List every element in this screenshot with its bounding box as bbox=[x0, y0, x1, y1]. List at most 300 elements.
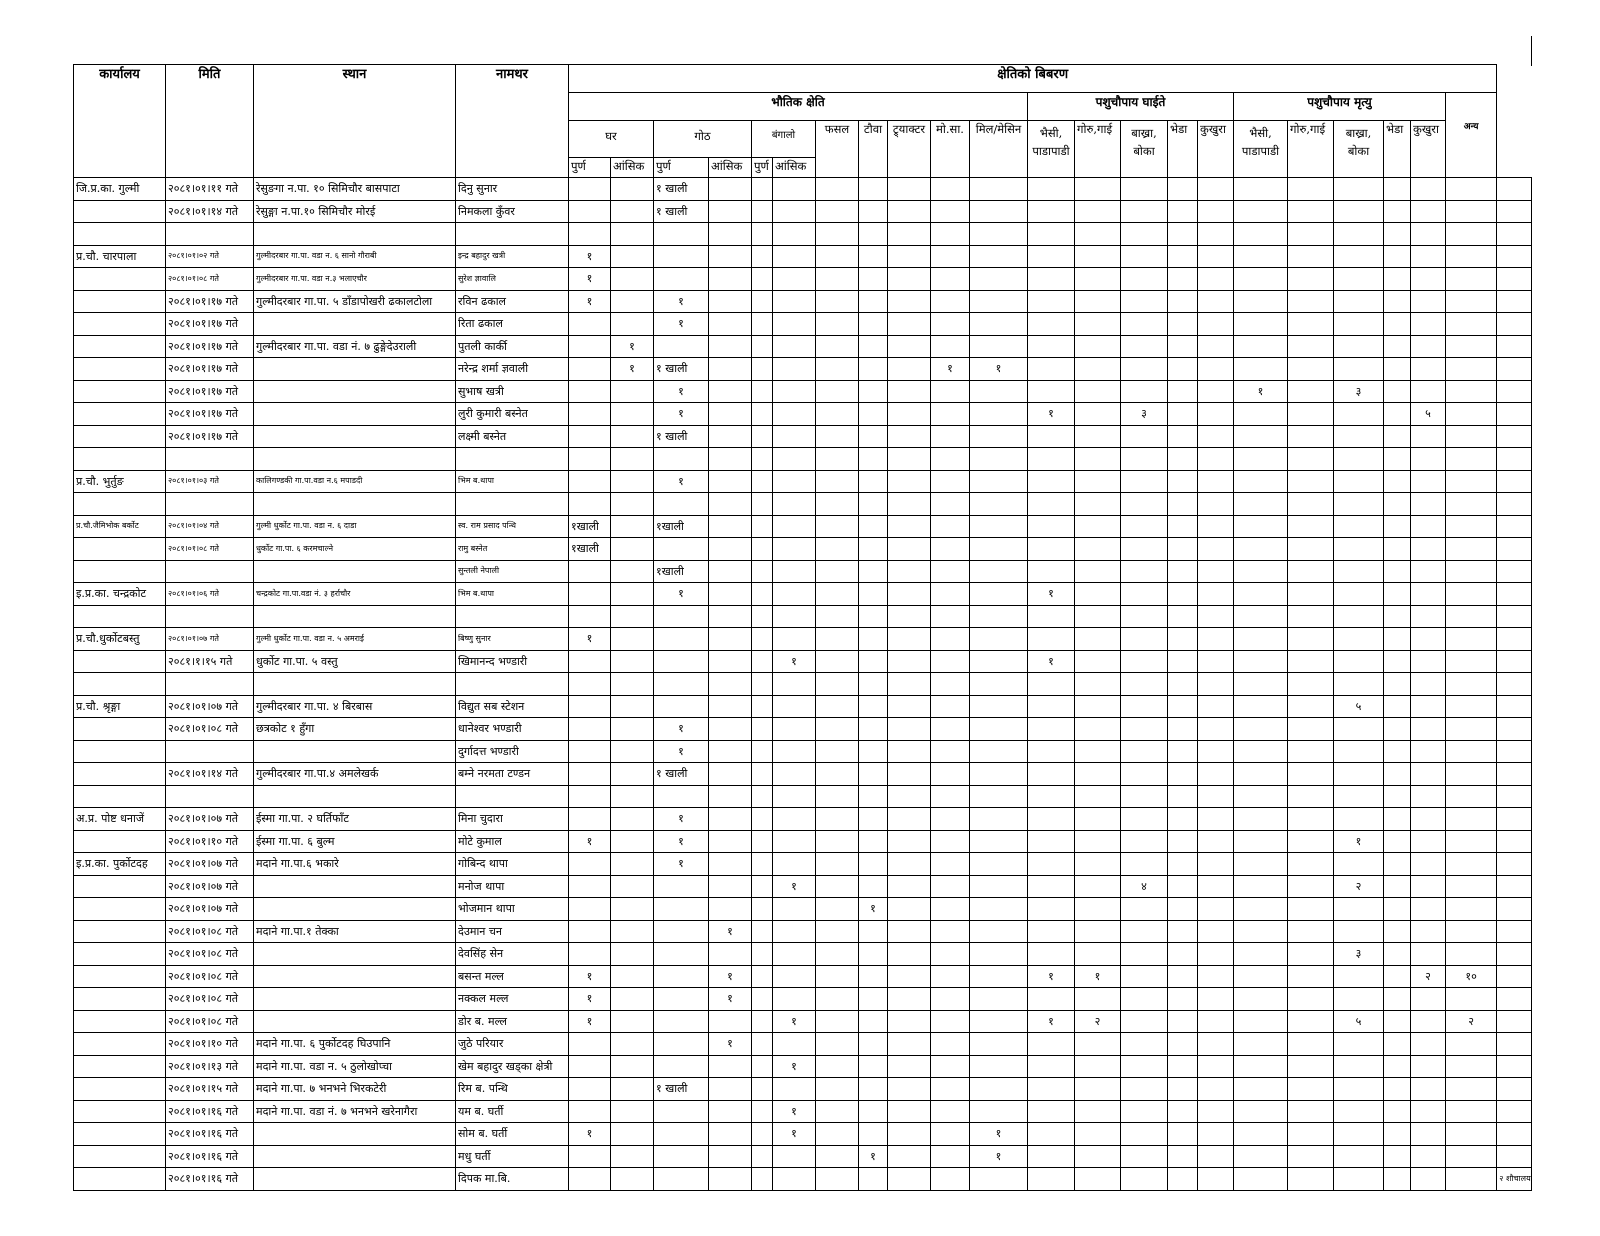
empty-cell bbox=[1411, 223, 1446, 246]
empty-cell bbox=[931, 493, 970, 516]
empty-cell bbox=[1384, 605, 1411, 628]
count-cell bbox=[1198, 1033, 1234, 1056]
count-cell bbox=[859, 1033, 888, 1056]
count-cell bbox=[1121, 763, 1168, 786]
empty-cell bbox=[970, 605, 1028, 628]
count-cell bbox=[1121, 965, 1168, 988]
count-cell bbox=[709, 290, 752, 313]
place-cell: ईस्मा गा.पा. ६ बुल्म bbox=[254, 830, 456, 853]
place-cell: कालिगण्डकी गा.पा.वडा न.६ मपाडदी bbox=[254, 470, 456, 493]
count-cell bbox=[1334, 560, 1384, 583]
count-cell bbox=[709, 200, 752, 223]
count-cell bbox=[1288, 898, 1334, 921]
count-cell bbox=[1028, 1055, 1075, 1078]
empty-cell bbox=[931, 605, 970, 628]
count-cell bbox=[1198, 718, 1234, 741]
count-cell bbox=[1028, 425, 1075, 448]
empty-cell bbox=[931, 223, 970, 246]
count-cell bbox=[1168, 425, 1198, 448]
count-cell bbox=[888, 290, 931, 313]
count-cell bbox=[1288, 200, 1334, 223]
count-cell bbox=[816, 988, 859, 1011]
count-cell bbox=[1234, 313, 1288, 336]
count-cell bbox=[611, 875, 654, 898]
count-cell: १ bbox=[611, 335, 654, 358]
count-cell bbox=[1234, 538, 1288, 561]
other-cell bbox=[1497, 583, 1532, 606]
count-cell bbox=[1198, 1078, 1234, 1101]
count-cell bbox=[1288, 245, 1334, 268]
date-cell: २०८१।०१।०८ गते bbox=[166, 268, 254, 291]
empty-cell bbox=[1334, 605, 1384, 628]
empty-cell bbox=[970, 785, 1028, 808]
table-row bbox=[74, 560, 1532, 583]
date-cell: २०८१।०१।११ गते bbox=[166, 178, 254, 201]
header-death-sheep: भेडा bbox=[1384, 121, 1411, 178]
empty-cell bbox=[752, 673, 773, 696]
count-cell bbox=[931, 313, 970, 336]
empty-cell bbox=[611, 605, 654, 628]
count-cell: ३ bbox=[1334, 943, 1384, 966]
count-cell: २ bbox=[1075, 1010, 1121, 1033]
count-cell bbox=[773, 898, 816, 921]
count-cell bbox=[752, 853, 773, 876]
count-cell: १ bbox=[1028, 403, 1075, 426]
count-cell bbox=[654, 1100, 709, 1123]
count-cell bbox=[1168, 1123, 1198, 1146]
count-cell bbox=[611, 763, 654, 786]
count-cell bbox=[1384, 965, 1411, 988]
count-cell bbox=[1075, 1078, 1121, 1101]
count-cell bbox=[611, 313, 654, 336]
count-cell bbox=[1028, 313, 1075, 336]
count-cell bbox=[1334, 898, 1384, 921]
count-cell bbox=[1411, 1078, 1446, 1101]
count-cell bbox=[1028, 358, 1075, 381]
count-cell: १ bbox=[1028, 965, 1075, 988]
count-cell bbox=[888, 1010, 931, 1033]
count-cell bbox=[1028, 988, 1075, 1011]
other-cell bbox=[1497, 943, 1532, 966]
date-cell: २०८१।०१।०७ गते bbox=[166, 875, 254, 898]
count-cell bbox=[888, 853, 931, 876]
count-cell bbox=[611, 988, 654, 1011]
empty-cell bbox=[1384, 493, 1411, 516]
count-cell bbox=[709, 1145, 752, 1168]
count-cell bbox=[859, 313, 888, 336]
count-cell bbox=[1075, 1123, 1121, 1146]
name-cell: इन्द्र बहादुर खत्री bbox=[456, 245, 569, 268]
place-cell: गुल्मीदरबार गा.पा. वडा नं. ७ ढुङ्गेदेउराली bbox=[254, 335, 456, 358]
office-cell: प्र.चौ.जैमिभोक बर्कोट bbox=[74, 515, 166, 538]
count-cell bbox=[1411, 1123, 1446, 1146]
count-cell bbox=[859, 695, 888, 718]
count-cell: १ bbox=[654, 583, 709, 606]
count-cell bbox=[1334, 1033, 1384, 1056]
header-shed-partial: आंसिक bbox=[709, 158, 752, 178]
count-cell bbox=[1234, 1168, 1288, 1191]
count-cell bbox=[1446, 1123, 1497, 1146]
count-cell bbox=[773, 1145, 816, 1168]
count-cell bbox=[859, 335, 888, 358]
count-cell bbox=[1288, 628, 1334, 651]
count-cell bbox=[1234, 1055, 1288, 1078]
table-row bbox=[74, 200, 1532, 223]
count-cell bbox=[1334, 740, 1384, 763]
count-cell bbox=[1075, 920, 1121, 943]
count-cell bbox=[1334, 425, 1384, 448]
empty-cell bbox=[1497, 673, 1532, 696]
count-cell bbox=[816, 358, 859, 381]
date-cell: २०८१।०१।१७ गते bbox=[166, 403, 254, 426]
office-cell bbox=[74, 1168, 166, 1191]
count-cell bbox=[888, 875, 931, 898]
count-cell bbox=[859, 268, 888, 291]
count-cell bbox=[1121, 583, 1168, 606]
count-cell bbox=[931, 1123, 970, 1146]
table-row bbox=[74, 425, 1532, 448]
office-cell bbox=[74, 1010, 166, 1033]
count-cell bbox=[1234, 358, 1288, 381]
empty-cell bbox=[611, 493, 654, 516]
count-cell: १ bbox=[970, 358, 1028, 381]
count-cell bbox=[970, 988, 1028, 1011]
count-cell bbox=[888, 1033, 931, 1056]
count-cell bbox=[1446, 1168, 1497, 1191]
date-cell: २०८१।०१।०८ गते bbox=[166, 920, 254, 943]
empty-cell bbox=[816, 493, 859, 516]
count-cell bbox=[1288, 965, 1334, 988]
count-cell bbox=[1168, 358, 1198, 381]
count-cell bbox=[611, 695, 654, 718]
count-cell: १ bbox=[569, 290, 611, 313]
other-cell bbox=[1497, 290, 1532, 313]
count-cell: १ bbox=[970, 1145, 1028, 1168]
count-cell bbox=[1234, 830, 1288, 853]
count-cell bbox=[1411, 1145, 1446, 1168]
count-cell bbox=[709, 245, 752, 268]
count-cell bbox=[1168, 1055, 1198, 1078]
date-cell: २०८१।०१।०७ गते bbox=[166, 628, 254, 651]
empty-cell bbox=[1411, 493, 1446, 516]
count-cell bbox=[1288, 358, 1334, 381]
count-cell bbox=[1446, 403, 1497, 426]
count-cell bbox=[1168, 650, 1198, 673]
count-cell bbox=[970, 943, 1028, 966]
count-cell bbox=[654, 335, 709, 358]
empty-cell bbox=[773, 673, 816, 696]
count-cell bbox=[752, 403, 773, 426]
table-row bbox=[74, 988, 1532, 1011]
count-cell bbox=[1121, 988, 1168, 1011]
empty-cell bbox=[1028, 448, 1075, 471]
count-cell bbox=[1075, 245, 1121, 268]
count-cell bbox=[1411, 515, 1446, 538]
count-cell bbox=[611, 1010, 654, 1033]
empty-cell bbox=[1028, 605, 1075, 628]
empty-cell bbox=[569, 448, 611, 471]
count-cell bbox=[1446, 695, 1497, 718]
count-cell bbox=[569, 200, 611, 223]
count-cell bbox=[1411, 178, 1446, 201]
count-cell bbox=[752, 335, 773, 358]
office-cell bbox=[74, 358, 166, 381]
count-cell bbox=[1288, 470, 1334, 493]
count-cell bbox=[1028, 178, 1075, 201]
other-cell bbox=[1497, 380, 1532, 403]
table-row bbox=[74, 898, 1532, 921]
count-cell bbox=[709, 740, 752, 763]
place-cell bbox=[254, 313, 456, 336]
other-cell bbox=[1497, 853, 1532, 876]
count-cell bbox=[970, 898, 1028, 921]
count-cell bbox=[709, 875, 752, 898]
count-cell bbox=[773, 245, 816, 268]
other-cell bbox=[1497, 965, 1532, 988]
place-cell: धुर्कोट गा.पा. ५ वस्तु bbox=[254, 650, 456, 673]
count-cell bbox=[1198, 695, 1234, 718]
empty-cell bbox=[1446, 673, 1497, 696]
count-cell bbox=[1334, 583, 1384, 606]
count-cell bbox=[1411, 1033, 1446, 1056]
place-cell bbox=[254, 965, 456, 988]
table-row bbox=[74, 1010, 1532, 1033]
count-cell bbox=[1288, 988, 1334, 1011]
count-cell bbox=[1028, 538, 1075, 561]
count-cell: १ bbox=[654, 403, 709, 426]
empty-cell bbox=[1497, 785, 1532, 808]
count-cell bbox=[1384, 583, 1411, 606]
count-cell bbox=[1121, 200, 1168, 223]
count-cell bbox=[569, 650, 611, 673]
count-cell bbox=[1288, 560, 1334, 583]
count-cell bbox=[1198, 245, 1234, 268]
place-cell bbox=[254, 875, 456, 898]
count-cell bbox=[888, 583, 931, 606]
count-cell: १ bbox=[709, 1033, 752, 1056]
count-cell bbox=[1334, 628, 1384, 651]
count-cell bbox=[816, 583, 859, 606]
count-cell bbox=[611, 470, 654, 493]
count-cell bbox=[611, 650, 654, 673]
empty-cell bbox=[611, 448, 654, 471]
date-cell: २०८१।०१।०८ गते bbox=[166, 988, 254, 1011]
name-cell: दुर्गादत्त भण्डारी bbox=[456, 740, 569, 763]
place-cell: मदाने गा.पा.१ तेक्का bbox=[254, 920, 456, 943]
count-cell bbox=[569, 740, 611, 763]
count-cell bbox=[611, 898, 654, 921]
count-cell bbox=[709, 268, 752, 291]
empty-cell bbox=[1075, 223, 1121, 246]
count-cell bbox=[1384, 358, 1411, 381]
count-cell bbox=[1075, 538, 1121, 561]
other-cell bbox=[1497, 988, 1532, 1011]
count-cell bbox=[859, 943, 888, 966]
empty-cell bbox=[1497, 448, 1532, 471]
count-cell bbox=[709, 853, 752, 876]
empty-cell bbox=[1497, 223, 1532, 246]
count-cell bbox=[1168, 1145, 1198, 1168]
count-cell bbox=[1198, 178, 1234, 201]
count-cell bbox=[1334, 1055, 1384, 1078]
count-cell bbox=[1411, 583, 1446, 606]
count-cell bbox=[1288, 1145, 1334, 1168]
count-cell bbox=[859, 763, 888, 786]
date-cell: २०८१।०१।१७ गते bbox=[166, 290, 254, 313]
empty-cell bbox=[654, 673, 709, 696]
count-cell bbox=[931, 830, 970, 853]
count-cell bbox=[1411, 943, 1446, 966]
empty-cell bbox=[1198, 673, 1234, 696]
count-cell bbox=[1168, 380, 1198, 403]
office-cell: प्र.चौ. चारपाला bbox=[74, 245, 166, 268]
count-cell bbox=[970, 560, 1028, 583]
count-cell bbox=[752, 1055, 773, 1078]
count-cell bbox=[931, 718, 970, 741]
count-cell bbox=[931, 920, 970, 943]
empty-cell bbox=[859, 223, 888, 246]
count-cell bbox=[1234, 583, 1288, 606]
count-cell bbox=[1446, 830, 1497, 853]
count-cell bbox=[1234, 853, 1288, 876]
place-cell bbox=[254, 1168, 456, 1191]
count-cell bbox=[1234, 1100, 1288, 1123]
office-cell bbox=[74, 920, 166, 943]
count-cell bbox=[1028, 718, 1075, 741]
count-cell bbox=[1288, 808, 1334, 831]
count-cell bbox=[1446, 245, 1497, 268]
count-cell bbox=[1121, 335, 1168, 358]
name-cell: डोर ब. मल्ल bbox=[456, 1010, 569, 1033]
count-cell bbox=[569, 425, 611, 448]
name-cell: खिमानन्द भण्डारी bbox=[456, 650, 569, 673]
office-cell bbox=[74, 763, 166, 786]
count-cell bbox=[1121, 560, 1168, 583]
other-cell bbox=[1497, 313, 1532, 336]
empty-cell bbox=[254, 673, 456, 696]
count-cell bbox=[1334, 470, 1384, 493]
empty-cell bbox=[1446, 223, 1497, 246]
count-cell bbox=[1234, 718, 1288, 741]
date-cell: २०८१।०१।१४ गते bbox=[166, 200, 254, 223]
count-cell bbox=[709, 808, 752, 831]
count-cell bbox=[931, 1168, 970, 1191]
other-cell bbox=[1497, 335, 1532, 358]
count-cell bbox=[752, 943, 773, 966]
count-cell bbox=[970, 1033, 1028, 1056]
header-death-buffalo: भैसी, पाडापाडी bbox=[1234, 121, 1288, 178]
count-cell bbox=[1075, 1168, 1121, 1191]
date-cell: २०८१।०१।१६ गते bbox=[166, 1145, 254, 1168]
count-cell bbox=[773, 538, 816, 561]
count-cell bbox=[1446, 583, 1497, 606]
office-cell bbox=[74, 988, 166, 1011]
count-cell bbox=[859, 583, 888, 606]
count-cell bbox=[752, 1078, 773, 1101]
count-cell bbox=[1411, 1010, 1446, 1033]
blank-row bbox=[74, 448, 1532, 471]
count-cell bbox=[931, 583, 970, 606]
count-cell bbox=[1288, 380, 1334, 403]
date-cell: २०८१।०१।१० गते bbox=[166, 1033, 254, 1056]
count-cell bbox=[888, 335, 931, 358]
count-cell bbox=[611, 268, 654, 291]
name-cell: मिना चुदारा bbox=[456, 808, 569, 831]
count-cell bbox=[859, 380, 888, 403]
empty-cell bbox=[1334, 493, 1384, 516]
count-cell bbox=[1384, 898, 1411, 921]
count-cell bbox=[1288, 1078, 1334, 1101]
office-cell bbox=[74, 965, 166, 988]
office-cell: प्र.चौ.धुर्कोटबस्तु bbox=[74, 628, 166, 651]
table-row bbox=[74, 1078, 1532, 1101]
empty-cell bbox=[74, 493, 166, 516]
count-cell bbox=[1334, 1168, 1384, 1191]
name-cell: सुरेश ज्ञावालि bbox=[456, 268, 569, 291]
empty-cell bbox=[1028, 673, 1075, 696]
count-cell bbox=[1234, 470, 1288, 493]
count-cell bbox=[1234, 650, 1288, 673]
count-cell bbox=[931, 740, 970, 763]
count-cell: १ bbox=[654, 290, 709, 313]
count-cell bbox=[859, 965, 888, 988]
count-cell bbox=[931, 1010, 970, 1033]
empty-cell bbox=[254, 223, 456, 246]
count-cell bbox=[1446, 1100, 1497, 1123]
table-row bbox=[74, 920, 1532, 943]
count-cell bbox=[1075, 763, 1121, 786]
count-cell bbox=[1446, 425, 1497, 448]
blank-row bbox=[74, 673, 1532, 696]
empty-cell bbox=[456, 223, 569, 246]
count-cell bbox=[1028, 470, 1075, 493]
place-cell: मदाने गा.पा.६ भकारे bbox=[254, 853, 456, 876]
count-cell bbox=[1168, 718, 1198, 741]
blank-row bbox=[74, 493, 1532, 516]
office-cell: प्र.चौ. भुर्तुङ bbox=[74, 470, 166, 493]
count-cell bbox=[1198, 920, 1234, 943]
count-cell bbox=[654, 650, 709, 673]
count-cell bbox=[752, 380, 773, 403]
count-cell bbox=[970, 920, 1028, 943]
date-cell bbox=[166, 740, 254, 763]
count-cell bbox=[709, 830, 752, 853]
empty-cell bbox=[709, 673, 752, 696]
count-cell bbox=[611, 718, 654, 741]
count-cell bbox=[752, 560, 773, 583]
empty-cell bbox=[1288, 448, 1334, 471]
count-cell bbox=[1384, 830, 1411, 853]
count-cell: १ bbox=[773, 1010, 816, 1033]
count-cell bbox=[1234, 875, 1288, 898]
count-cell bbox=[1384, 763, 1411, 786]
header-injured-cow: गोरु,गाई bbox=[1075, 121, 1121, 178]
count-cell bbox=[1075, 358, 1121, 381]
count-cell bbox=[752, 583, 773, 606]
count-cell bbox=[888, 1123, 931, 1146]
count-cell bbox=[1446, 898, 1497, 921]
empty-cell bbox=[931, 785, 970, 808]
damage-table bbox=[73, 64, 1532, 1191]
count-cell bbox=[752, 268, 773, 291]
empty-cell bbox=[569, 493, 611, 516]
date-cell: २०८१।०१।१६ गते bbox=[166, 1123, 254, 1146]
count-cell bbox=[1168, 875, 1198, 898]
empty-cell bbox=[1168, 448, 1198, 471]
count-cell bbox=[888, 268, 931, 291]
empty-cell bbox=[816, 785, 859, 808]
count-cell bbox=[1028, 875, 1075, 898]
